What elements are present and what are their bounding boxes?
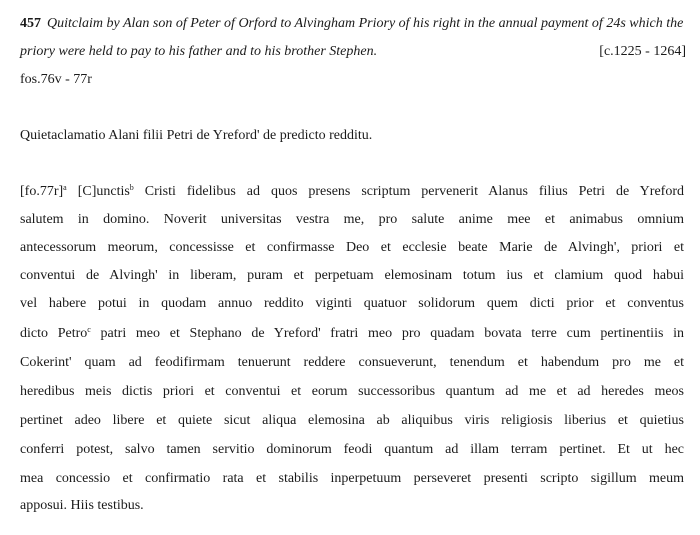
- text-line-6-start: dicto Petro: [20, 326, 88, 341]
- footnote-a: a: [63, 183, 67, 192]
- text-line-11: mea concessio et confirmatio rata et stabilis inperpetuum perseveret presenti scripto sigillum meum: [20, 471, 684, 486]
- folio-reference: fos.76v - 77r: [20, 72, 92, 87]
- text-line-3: antecessorum meorum, concessisse et confirmasse Deo et ecclesie beate Marie de Alvingh', priori et: [20, 240, 684, 255]
- text-line-1-rest: Cristi fidelibus ad quos presens scriptum pervenerit Alanus filius Petri de Yreford: [144, 184, 684, 199]
- heading-text-1: Quitclaim by Alan son of Peter of Orford to Alvingham Priory of his right in the annual payment of 24s which the: [47, 16, 684, 31]
- footnote-b: b: [129, 183, 134, 192]
- text-line-12: apposui. Hiis testibus.: [20, 498, 144, 513]
- text-line-10: conferri potest, salvo tamen servitio dominorum feodi quantum ad illam terram pertinet. Et ut hec: [20, 442, 684, 457]
- text-line-4: conventui de Alvingh' in liberam, puram et perpetuam elemosinam totum ius et clamium quod habui: [20, 268, 684, 283]
- text-line-6: [20, 326, 684, 342]
- folio-marker: [fo.77r]: [20, 184, 64, 199]
- heading-line-2: [20, 44, 686, 60]
- text-line-6-rest: patri meo et Stephano de Yreford' fratri meo pro quadam bovata terre cum pertinentiis in: [100, 326, 685, 341]
- text-line-1: [20, 184, 684, 200]
- text-line-5: vel habere potui in quodam annuo reddito viginti quatuor solidorum quem dicti prior et conventus: [20, 296, 684, 311]
- cunctis-word: [C]unctis: [77, 184, 130, 199]
- rubric: Quietaclamatio Alani filii Petri de Yreford' de predicto redditu.: [20, 128, 373, 143]
- footnote-c: c: [87, 325, 91, 334]
- entry-date: [c.1225 - 1264]: [599, 44, 686, 59]
- text-line-2: salutem in domino. Noverit universitas vestra me, pro salute anime mee et animabus omnium: [20, 212, 684, 227]
- text-line-7: Cokerint' quam ad feodifirmam tenuerunt reddere consueverunt, tenendum et habendum pro me et: [20, 355, 684, 370]
- entry-number: 457: [20, 16, 41, 31]
- heading-text-2: priory were held to pay to his father and to his brother Stephen.: [20, 44, 378, 59]
- text-line-8: heredibus meis dictis priori et conventui et eorum successoribus quantum ad me et ad heredes meos: [20, 384, 684, 399]
- heading-line-1: [20, 16, 686, 32]
- text-line-9: pertinet adeo libere et quiete sicut aliqua elemosina ab aliquibus viris religiosis liberius et quietius: [20, 413, 684, 428]
